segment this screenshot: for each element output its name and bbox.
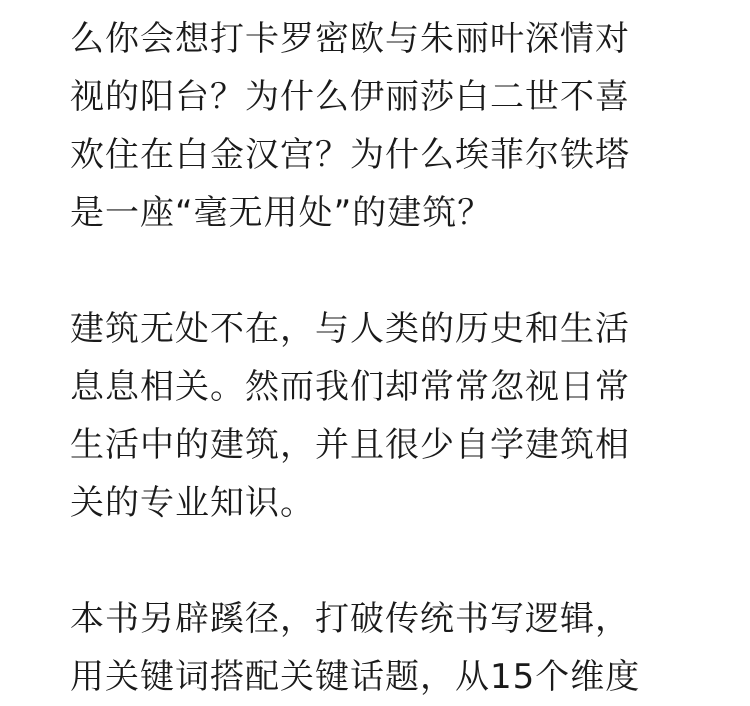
text-line: 建筑无处不在，与人类的历史和生活 bbox=[70, 309, 630, 349]
paragraph-book-approach bbox=[70, 590, 640, 706]
text-line: 息息相关。然而我们却常常忽视日常 bbox=[70, 367, 630, 407]
text-line: 是一座“毫无用处”的建筑？ bbox=[70, 193, 493, 233]
paragraph-architecture-everywhere bbox=[70, 300, 640, 532]
text-line: 欢住在白金汉宫？为什么埃菲尔铁塔 bbox=[70, 135, 630, 175]
text-line: 关的专业知识。 bbox=[70, 483, 315, 523]
text-line: 用关键词搭配关键话题，从15个维度 bbox=[70, 657, 641, 697]
text-line: 生活中的建筑，并且很少自学建筑相 bbox=[70, 425, 630, 465]
article-body bbox=[70, 10, 640, 706]
paragraph-spacer bbox=[70, 242, 640, 300]
text-line: 视的阳台？为什么伊丽莎白二世不喜 bbox=[70, 77, 630, 117]
text-line: 本书另辟蹊径，打破传统书写逻辑， bbox=[70, 599, 630, 639]
paragraph-architecture-questions bbox=[70, 10, 640, 242]
paragraph-spacer bbox=[70, 532, 640, 590]
text-line: 么你会想打卡罗密欧与朱丽叶深情对 bbox=[70, 19, 630, 59]
